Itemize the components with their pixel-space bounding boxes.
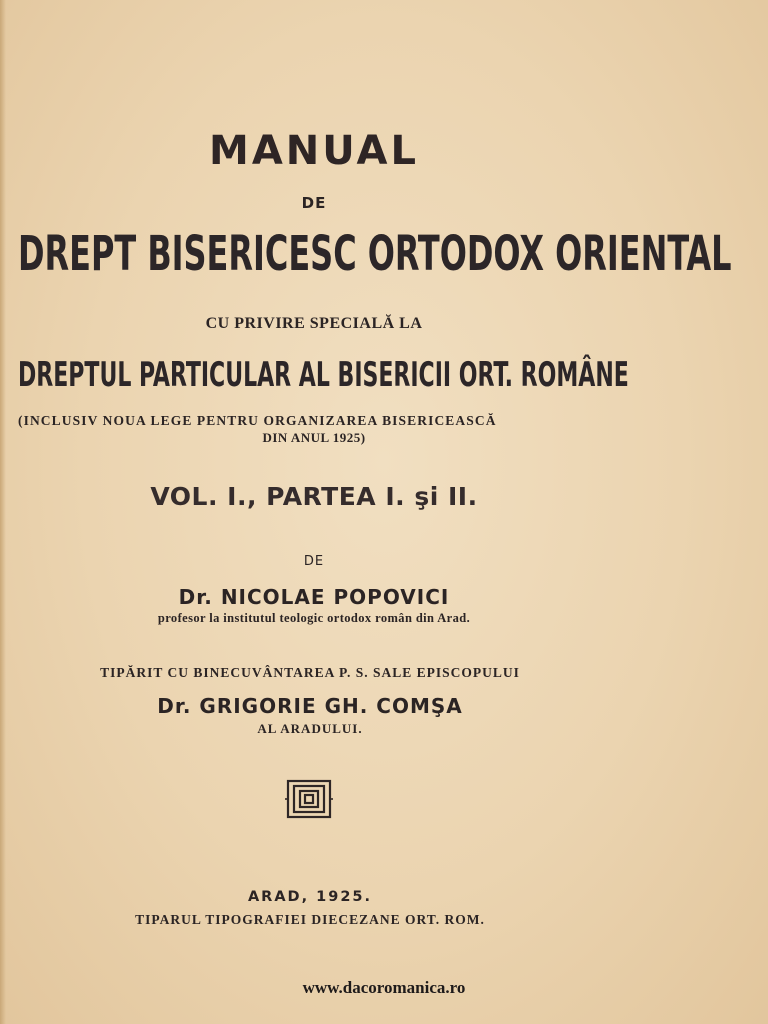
bishop-name: Dr. GRIGORIE GH. COMŞA	[157, 694, 463, 718]
inclusiv-line-2: DIN ANUL 1925)	[262, 430, 366, 445]
inclusiv-line-1: (INCLUSIV NOUA LEGE PENTRU ORGANIZAREA BISERICEASCĂ	[18, 413, 497, 428]
author-role: profesor la institutul teologic ortodox român din Arad.	[157, 611, 471, 625]
place-and-year: ARAD, 1925.	[247, 889, 373, 905]
bishop-see: AL ARADULUI.	[257, 721, 363, 736]
book-title-manual: MANUAL	[209, 128, 419, 174]
main-title: DREPT BISERICESC ORTODOX ORIENTAL	[18, 226, 732, 282]
subtitle: DREPTUL PARTICULAR AL BISERICII ORT. ROMÂNE	[18, 355, 629, 395]
printer-line: TIPARUL TIPOGRAFIEI DIECEZANE ORT. ROM.	[135, 912, 485, 927]
website-watermark: www.dacoromanica.ro	[302, 978, 466, 997]
volume-line: VOL. I., PARTEA I. şi II.	[150, 482, 478, 511]
by-de: DE	[303, 554, 325, 569]
square-spiral-ornament-icon	[285, 778, 333, 820]
connector-de: DE	[301, 194, 327, 212]
blessing-line: TIPĂRIT CU BINECUVÂNTAREA P. S. SALE EPISCOPULUI	[100, 665, 520, 680]
cu-privire-line: CU PRIVIRE SPECIALĂ LA	[205, 315, 423, 332]
author-name: Dr. NICOLAE POPOVICI	[178, 585, 450, 609]
